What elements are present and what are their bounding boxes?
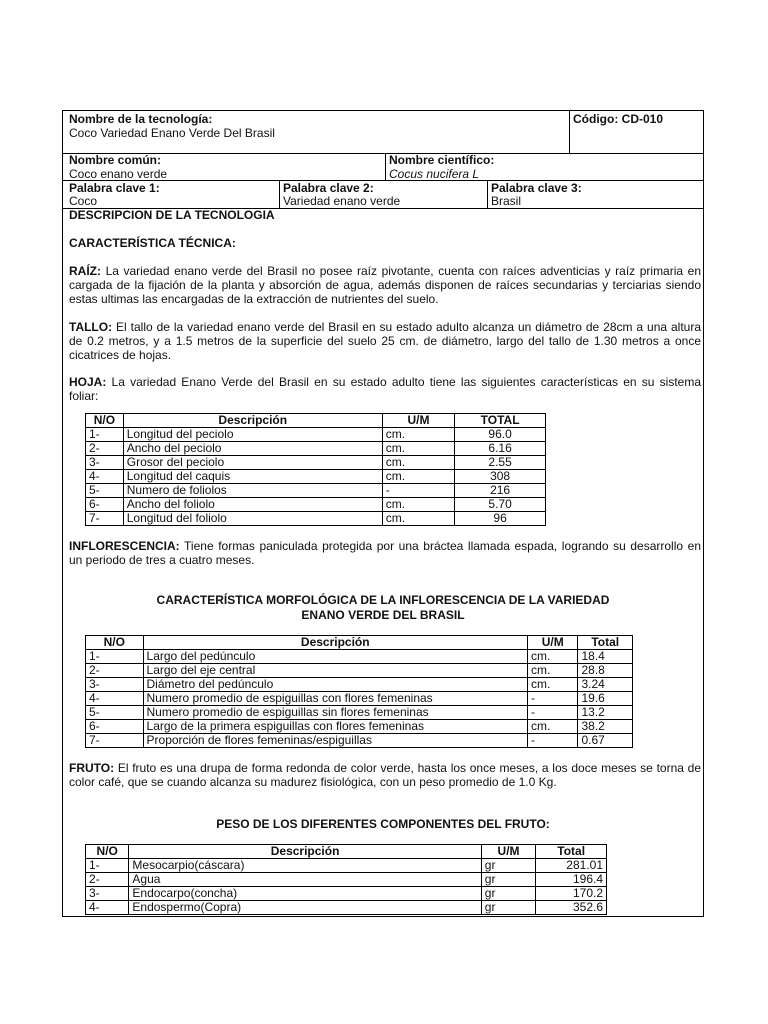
column-header: N/O [86, 845, 129, 859]
palabra-clave-1-value: Coco [69, 194, 98, 208]
table-cell: Numero de foliolos [123, 484, 382, 498]
table-cell: cm. [528, 678, 578, 692]
table-cell: 2- [86, 442, 124, 456]
table-cell: 13.2 [578, 706, 633, 720]
table-cell: 5- [86, 484, 124, 498]
table-cell: 6.16 [455, 442, 546, 456]
caracteristica-heading: CARACTERÍSTICA TÉCNICA: [69, 236, 236, 250]
table-cell: Grosor del peciolo [123, 456, 382, 470]
tallo-label: TALLO: [69, 320, 113, 334]
raiz-text: La variedad enano verde del Brasil no posee raíz pivotante, cuenta con raíces adventicias y raíz primaria en cargada de la fijación de la planta y absorción de agua, además disponen de raíces secundarias y terciarias siendo estas ultimas las encargadas de la extracción de nutrientes del suelo. [69, 264, 701, 306]
table-cell: 3- [86, 887, 129, 901]
table-row [86, 901, 607, 915]
table-cell: 96 [455, 512, 546, 526]
column-header: TOTAL [455, 414, 546, 428]
column-header: N/O [86, 414, 124, 428]
palabra-clave-1-label: Palabra clave 1: [69, 181, 160, 195]
table-cell: 4- [86, 470, 124, 484]
table-row [86, 706, 633, 720]
table-cell: 18.4 [578, 650, 633, 664]
morfologica-title-line-2: ENANO VERDE DEL BRASIL [301, 608, 465, 622]
palabra-clave-2-value: Variedad enano verde [283, 194, 401, 208]
table-cell: 4- [86, 692, 144, 706]
table-row [86, 887, 607, 901]
table-cell: 216 [455, 484, 546, 498]
table-cell: Mesocarpio(cáscara) [129, 859, 481, 873]
table-cell: cm. [528, 664, 578, 678]
morfologica-title-line-1: CARACTERÍSTICA MORFOLÓGICA DE LA INFLORESCENCIA DE LA VARIEDAD [156, 593, 610, 607]
table-cell: 7- [86, 734, 144, 748]
table-cell: Longitud del foliolo [123, 512, 382, 526]
hoja-table [85, 413, 546, 526]
raiz-paragraph [69, 264, 701, 306]
table-row [86, 484, 546, 498]
hoja-label: HOJA: [69, 375, 107, 389]
table-cell: cm. [382, 442, 454, 456]
column-header: N/O [86, 636, 144, 650]
inflorescencia-paragraph [69, 539, 701, 567]
table-cell: 2- [86, 873, 129, 887]
table-cell: 1- [86, 428, 124, 442]
column-header: U/M [528, 636, 578, 650]
table-cell: gr [481, 887, 536, 901]
nombre-comun-value: Coco enano verde [69, 167, 168, 181]
fruto-paragraph [69, 761, 701, 789]
table-row [86, 470, 546, 484]
palabra-clave-3-label: Palabra clave 3: [491, 181, 582, 195]
column-header: Descripción [123, 414, 382, 428]
table-cell: 2- [86, 664, 144, 678]
table-cell: Numero promedio de espiguillas con flores femeninas [143, 692, 528, 706]
table-cell: 96.0 [455, 428, 546, 442]
table-cell: 7- [86, 512, 124, 526]
table-cell: 3- [86, 456, 124, 470]
nombre-comun-label: Nombre común: [69, 153, 162, 167]
table-row [86, 512, 546, 526]
table-cell: cm. [382, 456, 454, 470]
table-row [86, 678, 633, 692]
table-cell: Endospermo(Copra) [129, 901, 481, 915]
table-row [86, 442, 546, 456]
table-cell: 2.55 [455, 456, 546, 470]
table-cell: cm. [382, 428, 454, 442]
fruto-label: FRUTO: [69, 761, 115, 775]
table-cell: 3.24 [578, 678, 633, 692]
divider [569, 111, 570, 153]
table-row [86, 456, 546, 470]
table-cell: 5- [86, 706, 144, 720]
column-header: Descripción [143, 636, 528, 650]
table-row [86, 498, 546, 512]
table-cell: cm. [528, 650, 578, 664]
table-cell: - [528, 692, 578, 706]
table-cell: Ancho del peciolo [123, 442, 382, 456]
table-cell: - [528, 734, 578, 748]
table-row [86, 734, 633, 748]
table-cell: Largo del pedúnculo [143, 650, 528, 664]
table-cell: 1- [86, 650, 144, 664]
table-cell: Numero promedio de espiguillas sin flores femeninas [143, 706, 528, 720]
divider [279, 180, 280, 208]
table-cell: 196.4 [536, 873, 607, 887]
table-cell: 5.70 [455, 498, 546, 512]
technology-sheet [62, 110, 704, 917]
table-cell: cm. [382, 470, 454, 484]
table-cell: 6- [86, 498, 124, 512]
morfologica-title [63, 593, 703, 623]
table-row [86, 873, 607, 887]
column-header: Total [536, 845, 607, 859]
table-cell: cm. [382, 498, 454, 512]
table-cell: cm. [528, 720, 578, 734]
table-cell: 19.6 [578, 692, 633, 706]
table-row [86, 428, 546, 442]
table-cell: Ancho del foliolo [123, 498, 382, 512]
table-cell: 6- [86, 720, 144, 734]
table-row [86, 720, 633, 734]
column-header: U/M [382, 414, 454, 428]
table-cell: 28.8 [578, 664, 633, 678]
table-cell: gr [481, 873, 536, 887]
table-cell: - [382, 484, 454, 498]
table-cell: Agua [129, 873, 481, 887]
table-cell: 281.01 [536, 859, 607, 873]
hoja-paragraph [69, 375, 701, 403]
hoja-text: La variedad Enano Verde del Brasil en su estado adulto tiene las siguientes características en su sistema foliar: [69, 375, 701, 403]
table-cell: - [528, 706, 578, 720]
palabra-clave-3-value: Brasil [491, 194, 522, 208]
raiz-label: RAÍZ: [69, 264, 101, 278]
descripcion-heading: DESCRIPCION DE LA TECNOLOGIA [69, 208, 275, 222]
inflorescencia-table [85, 635, 633, 748]
table-cell: Longitud del caquis [123, 470, 382, 484]
nombre-tecnologia-label: Nombre de la tecnología: [69, 112, 213, 126]
column-header: Descripción [129, 845, 481, 859]
table-row [86, 859, 607, 873]
table-cell: Longitud del peciolo [123, 428, 382, 442]
column-header: U/M [481, 845, 536, 859]
table-row [86, 650, 633, 664]
table-cell: Largo del eje central [143, 664, 528, 678]
table-cell: 1- [86, 859, 129, 873]
codigo-label: Código: CD-010 [573, 112, 663, 126]
divider [487, 180, 488, 208]
table-cell: cm. [382, 512, 454, 526]
tallo-paragraph [69, 320, 701, 362]
table-row [86, 664, 633, 678]
table-cell: Proporción de flores femeninas/espiguillas [143, 734, 528, 748]
nombre-cientifico-label: Nombre científico: [389, 153, 495, 167]
table-cell: gr [481, 859, 536, 873]
table-cell: 308 [455, 470, 546, 484]
tallo-text: El tallo de la variedad enano verde del Brasil en su estado adulto alcanza un diámetro de 28cm a una altura de 0.2 metros, y a 1.5 metros de la superficie del suelo 25 cm. de diámetro, largo del tallo de 1.30 metros a once cicatrices de hojas. [69, 320, 701, 362]
inflorescencia-label: INFLORESCENCIA: [69, 539, 180, 553]
column-header: Total [578, 636, 633, 650]
table-cell: gr [481, 901, 536, 915]
fruto-table [85, 844, 607, 915]
table-cell: Diámetro del pedúnculo [143, 678, 528, 692]
nombre-cientifico-value: Cocus nucifera L [389, 167, 480, 181]
table-cell: 170.2 [536, 887, 607, 901]
table-row [86, 692, 633, 706]
divider [385, 153, 386, 180]
table-cell: 38.2 [578, 720, 633, 734]
table-cell: 352.6 [536, 901, 607, 915]
table-cell: 3- [86, 678, 144, 692]
peso-title: PESO DE LOS DIFERENTES COMPONENTES DEL FRUTO: [216, 817, 550, 831]
table-cell: 0.67 [578, 734, 633, 748]
inflorescencia-text: Tiene formas paniculada protegida por una bráctea llamada espada, logrando su desarrollo en un periodo de tres a cuatro meses. [69, 539, 701, 567]
nombre-tecnologia-value: Coco Variedad Enano Verde Del Brasil [69, 126, 275, 140]
palabra-clave-2-label: Palabra clave 2: [283, 181, 374, 195]
table-cell: 4- [86, 901, 129, 915]
fruto-text: El fruto es una drupa de forma redonda de color verde, hasta los once meses, a los doce meses se torna de color café, que se cuando alcanza su madurez fisiológica, con un peso promedio de 1.0 Kg. [69, 761, 701, 789]
table-cell: Endocarpo(concha) [129, 887, 481, 901]
table-cell: Largo de la primera espiguillas con flores femeninas [143, 720, 528, 734]
